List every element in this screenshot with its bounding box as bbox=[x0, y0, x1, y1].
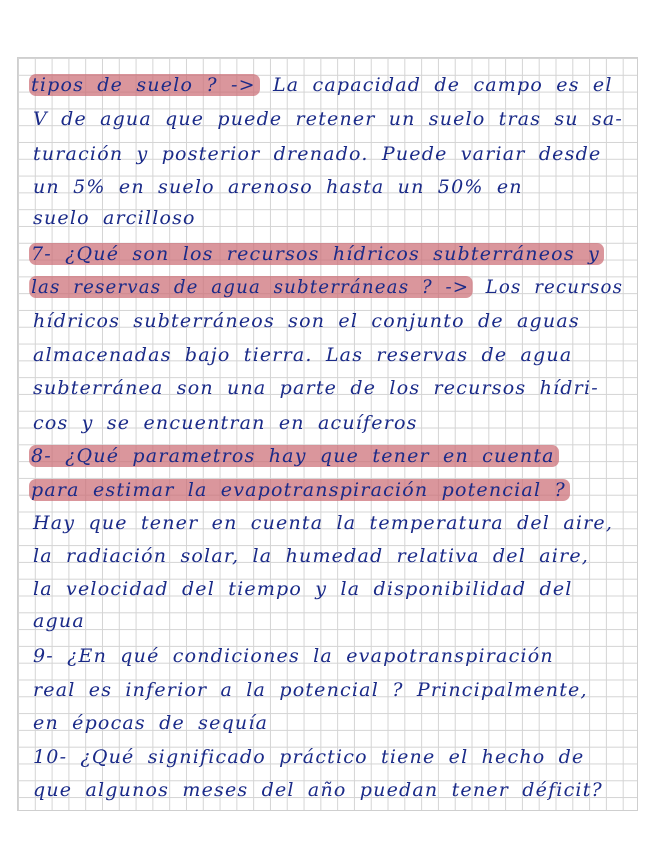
text-line bbox=[33, 104, 623, 134]
line-text: Los recursos bbox=[472, 276, 624, 298]
line-text: suelo arcilloso bbox=[33, 207, 196, 229]
line-text: en épocas de sequía bbox=[33, 712, 269, 734]
text-line bbox=[33, 574, 573, 604]
line-text: la velocidad del tiempo y la disponibilidad del bbox=[33, 578, 573, 600]
line-text: agua bbox=[33, 610, 85, 632]
line-text: un 5% en suelo arenoso hasta un 50% en bbox=[33, 176, 523, 198]
text-line bbox=[33, 172, 523, 202]
text-line bbox=[33, 203, 196, 233]
line-text: real es inferior a la potencial ? Principalmente, bbox=[33, 679, 588, 701]
text-line bbox=[33, 408, 418, 438]
line-text: La capacidad de campo es el bbox=[259, 74, 613, 96]
text-line bbox=[33, 641, 554, 671]
text-line bbox=[33, 508, 613, 538]
line-text: 9- ¿En qué condiciones la evapotranspiración bbox=[33, 645, 554, 667]
text-line bbox=[33, 475, 570, 505]
text-line bbox=[33, 675, 588, 705]
text-line bbox=[33, 340, 572, 370]
highlighted-text: 7- ¿Qué son los recursos hídricos subterráneos y bbox=[29, 243, 604, 265]
line-text: 10- ¿Qué significado práctico tiene el hecho de bbox=[33, 746, 585, 768]
line-text: almacenadas bajo tierra. Las reservas de agua bbox=[33, 344, 573, 366]
text-line bbox=[33, 441, 559, 471]
text-line bbox=[33, 239, 604, 269]
line-text: Hay que tener en cuenta la temperatura del aire, bbox=[33, 512, 614, 534]
text-line bbox=[33, 606, 85, 636]
text-line bbox=[33, 306, 580, 336]
text-line bbox=[33, 272, 623, 302]
line-text: cos y se encuentran en acuíferos bbox=[33, 412, 418, 434]
highlighted-text: 8- ¿Qué parametros hay que tener en cuenta bbox=[29, 445, 559, 467]
text-line bbox=[33, 139, 601, 169]
text-line bbox=[33, 742, 584, 772]
line-text: que algunos meses del año puedan tener déficit? bbox=[33, 779, 603, 801]
text-line bbox=[33, 775, 603, 805]
highlighted-text: tipos de suelo ? -> bbox=[29, 74, 260, 96]
line-text: hídricos subterráneos son el conjunto de aguas bbox=[33, 310, 580, 332]
highlighted-text: para estimar la evapotranspiración potencial ? bbox=[29, 479, 570, 501]
line-text: turación y posterior drenado. Puede variar desde bbox=[33, 143, 602, 165]
line-text: V de agua que puede retener un suelo tras su sa- bbox=[33, 108, 623, 130]
line-text: subterránea son una parte de los recursos hídri- bbox=[33, 377, 599, 399]
line-text: la radiación solar, la humedad relativa del aire, bbox=[33, 545, 590, 567]
text-line bbox=[33, 541, 589, 571]
highlighted-text: las reservas de agua subterráneas ? -> bbox=[29, 276, 473, 298]
text-line bbox=[33, 70, 613, 100]
text-line bbox=[33, 708, 268, 738]
text-line bbox=[33, 373, 599, 403]
